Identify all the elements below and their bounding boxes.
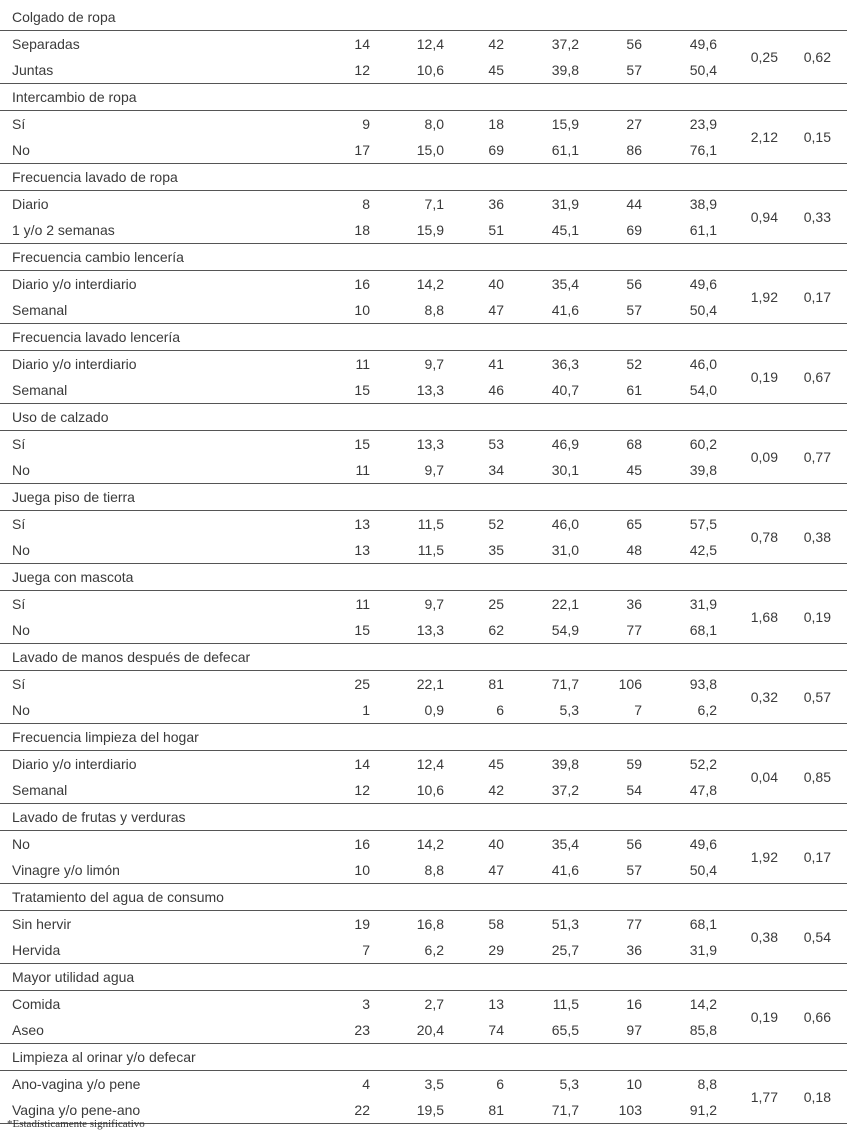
table-row <box>0 431 847 457</box>
p-value: 0,19 <box>803 609 831 625</box>
p-value: 0,54 <box>803 929 831 945</box>
group-body <box>0 511 847 564</box>
value-cell: 36 <box>626 942 642 958</box>
table-group <box>0 324 847 404</box>
value-cell: 9 <box>362 116 370 132</box>
group-title: Tratamiento del agua de consumo <box>0 884 847 911</box>
chi-square-value: 0,19 <box>750 1009 778 1025</box>
table-row <box>0 1071 847 1097</box>
row-label: Diario <box>12 196 49 212</box>
value-cell: 40,7 <box>551 382 579 398</box>
value-cell: 36 <box>626 596 642 612</box>
value-cell: 61,1 <box>551 142 579 158</box>
value-cell: 8,8 <box>424 862 444 878</box>
value-cell: 12,4 <box>416 36 444 52</box>
value-cell: 50,4 <box>689 62 717 78</box>
table-row <box>0 191 847 217</box>
chi-square-value: 0,32 <box>750 689 778 705</box>
value-cell: 57 <box>626 862 642 878</box>
value-cell: 52 <box>626 356 642 372</box>
value-cell: 68 <box>626 436 642 452</box>
chi-square-value: 0,38 <box>750 929 778 945</box>
table-group <box>0 4 847 84</box>
value-cell: 45 <box>488 62 504 78</box>
value-cell: 40 <box>488 276 504 292</box>
group-body <box>0 191 847 244</box>
value-cell: 12 <box>354 782 370 798</box>
value-cell: 49,6 <box>689 836 717 852</box>
row-label: Semanal <box>12 782 68 798</box>
value-cell: 46,0 <box>689 356 717 372</box>
value-cell: 59 <box>626 756 642 772</box>
table-group <box>0 84 847 164</box>
value-cell: 54 <box>626 782 642 798</box>
value-cell: 74 <box>488 1022 504 1038</box>
value-cell: 31,9 <box>689 596 717 612</box>
value-cell: 54,0 <box>689 382 717 398</box>
value-cell: 10,6 <box>416 782 444 798</box>
row-label: Sí <box>12 436 26 452</box>
chi-square-value: 1,77 <box>750 1089 778 1105</box>
value-cell: 93,8 <box>689 676 717 692</box>
value-cell: 57,5 <box>689 516 717 532</box>
value-cell: 7,1 <box>424 196 444 212</box>
row-label: Diario y/o interdiario <box>12 356 137 372</box>
value-cell: 12,4 <box>416 756 444 772</box>
value-cell: 50,4 <box>689 302 717 318</box>
row-label: Sin hervir <box>12 916 72 932</box>
value-cell: 31,9 <box>551 196 579 212</box>
chi-square-value: 0,09 <box>750 449 778 465</box>
table-row <box>0 937 847 963</box>
value-cell: 14,2 <box>689 996 717 1012</box>
value-cell: 22,1 <box>416 676 444 692</box>
group-body <box>0 351 847 404</box>
value-cell: 85,8 <box>689 1022 717 1038</box>
row-label: Diario y/o interdiario <box>12 756 137 772</box>
value-cell: 36 <box>488 196 504 212</box>
p-value: 0,17 <box>803 849 831 865</box>
value-cell: 9,7 <box>424 356 444 372</box>
value-cell: 0,9 <box>424 702 444 718</box>
value-cell: 3,5 <box>424 1076 444 1092</box>
row-label: Vagina y/o pene-ano <box>12 1102 141 1118</box>
table-group <box>0 164 847 244</box>
group-title: Mayor utilidad agua <box>0 964 847 991</box>
value-cell: 41 <box>488 356 504 372</box>
table-group <box>0 804 847 884</box>
value-cell: 76,1 <box>689 142 717 158</box>
value-cell: 9,7 <box>424 596 444 612</box>
value-cell: 46,0 <box>551 516 579 532</box>
p-value: 0,66 <box>803 1009 831 1025</box>
table-row <box>0 857 847 883</box>
table-row <box>0 271 847 297</box>
group-body <box>0 271 847 324</box>
value-cell: 7 <box>362 942 370 958</box>
value-cell: 41,6 <box>551 862 579 878</box>
value-cell: 62 <box>488 622 504 638</box>
value-cell: 47 <box>488 862 504 878</box>
group-body <box>0 31 847 84</box>
value-cell: 15 <box>354 382 370 398</box>
value-cell: 13,3 <box>416 382 444 398</box>
value-cell: 11 <box>355 596 370 612</box>
value-cell: 35,4 <box>551 836 579 852</box>
value-cell: 6 <box>496 702 504 718</box>
value-cell: 27 <box>626 116 642 132</box>
row-label: Sí <box>12 596 26 612</box>
group-body <box>0 831 847 884</box>
value-cell: 25 <box>488 596 504 612</box>
value-cell: 35 <box>488 542 504 558</box>
table-row <box>0 137 847 163</box>
table-row <box>0 911 847 937</box>
group-body <box>0 671 847 724</box>
value-cell: 12 <box>354 62 370 78</box>
value-cell: 103 <box>618 1102 642 1118</box>
value-cell: 56 <box>626 276 642 292</box>
value-cell: 57 <box>626 302 642 318</box>
row-label: Ano-vagina y/o pene <box>12 1076 141 1092</box>
value-cell: 58 <box>488 916 504 932</box>
table-row <box>0 831 847 857</box>
value-cell: 61,1 <box>689 222 717 238</box>
value-cell: 3 <box>362 996 370 1012</box>
value-cell: 8,8 <box>697 1076 717 1092</box>
value-cell: 52,2 <box>689 756 717 772</box>
value-cell: 13 <box>354 542 370 558</box>
value-cell: 10 <box>354 862 370 878</box>
value-cell: 10 <box>354 302 370 318</box>
row-label: No <box>12 462 30 478</box>
value-cell: 5,3 <box>559 1076 579 1092</box>
value-cell: 106 <box>618 676 642 692</box>
group-body <box>0 911 847 964</box>
row-label: Semanal <box>12 302 68 318</box>
value-cell: 11 <box>355 462 370 478</box>
value-cell: 15,9 <box>551 116 579 132</box>
value-cell: 35,4 <box>551 276 579 292</box>
table-row <box>0 537 847 563</box>
group-title: Juega con mascota <box>0 564 847 591</box>
table-row <box>0 377 847 403</box>
value-cell: 14 <box>354 36 370 52</box>
table-row <box>0 1017 847 1043</box>
value-cell: 11,5 <box>417 516 444 532</box>
table-row <box>0 591 847 617</box>
value-cell: 47 <box>488 302 504 318</box>
p-value: 0,18 <box>803 1089 831 1105</box>
table-row <box>0 751 847 777</box>
p-value: 0,15 <box>803 129 831 145</box>
value-cell: 53 <box>488 436 504 452</box>
value-cell: 15 <box>354 436 370 452</box>
group-body <box>0 991 847 1044</box>
row-label: No <box>12 142 30 158</box>
value-cell: 13 <box>354 516 370 532</box>
value-cell: 19 <box>354 916 370 932</box>
row-label: Sí <box>12 676 26 692</box>
value-cell: 77 <box>626 916 642 932</box>
table-group <box>0 644 847 724</box>
row-label: Comida <box>12 996 61 1012</box>
value-cell: 51 <box>488 222 504 238</box>
group-title: Colgado de ropa <box>0 4 847 31</box>
table-group <box>0 1044 847 1124</box>
row-label: Diario y/o interdiario <box>12 276 137 292</box>
value-cell: 46 <box>488 382 504 398</box>
value-cell: 16,8 <box>416 916 444 932</box>
value-cell: 7 <box>634 702 642 718</box>
value-cell: 45,1 <box>551 222 579 238</box>
table-row <box>0 217 847 243</box>
value-cell: 61 <box>626 382 642 398</box>
row-label: No <box>12 702 30 718</box>
value-cell: 25,7 <box>551 942 579 958</box>
value-cell: 29 <box>488 942 504 958</box>
value-cell: 39,8 <box>551 62 579 78</box>
value-cell: 56 <box>626 836 642 852</box>
value-cell: 45 <box>626 462 642 478</box>
value-cell: 49,6 <box>689 276 717 292</box>
value-cell: 10 <box>626 1076 642 1092</box>
value-cell: 71,7 <box>551 1102 579 1118</box>
chi-square-value: 1,68 <box>750 609 778 625</box>
table-group <box>0 884 847 964</box>
table-row <box>0 111 847 137</box>
group-title: Frecuencia lavado de ropa <box>0 164 847 191</box>
row-label: No <box>12 836 30 852</box>
value-cell: 25 <box>354 676 370 692</box>
group-body <box>0 591 847 644</box>
value-cell: 57 <box>626 62 642 78</box>
value-cell: 31,0 <box>551 542 579 558</box>
value-cell: 37,2 <box>551 782 579 798</box>
value-cell: 86 <box>626 142 642 158</box>
value-cell: 14,2 <box>416 276 444 292</box>
chi-square-value: 0,94 <box>750 209 778 225</box>
value-cell: 65,5 <box>551 1022 579 1038</box>
group-body <box>0 431 847 484</box>
row-label: No <box>12 542 30 558</box>
table-group <box>0 484 847 564</box>
value-cell: 71,7 <box>551 676 579 692</box>
value-cell: 15 <box>354 622 370 638</box>
group-title: Lavado de frutas y verduras <box>0 804 847 831</box>
value-cell: 42 <box>488 782 504 798</box>
value-cell: 68,1 <box>689 622 717 638</box>
value-cell: 15,0 <box>416 142 444 158</box>
value-cell: 16 <box>354 276 370 292</box>
value-cell: 11,5 <box>417 542 444 558</box>
chi-square-value: 2,12 <box>750 129 778 145</box>
value-cell: 8,0 <box>424 116 444 132</box>
p-value: 0,62 <box>803 49 831 65</box>
table-row <box>0 697 847 723</box>
value-cell: 36,3 <box>551 356 579 372</box>
table-group <box>0 724 847 804</box>
table-footnote: *Estadísticamente significativo <box>7 1118 145 1130</box>
value-cell: 10,6 <box>416 62 444 78</box>
chi-square-value: 1,92 <box>750 849 778 865</box>
value-cell: 8,8 <box>424 302 444 318</box>
value-cell: 39,8 <box>551 756 579 772</box>
table-row <box>0 991 847 1017</box>
value-cell: 16 <box>626 996 642 1012</box>
chi-square-value: 0,25 <box>750 49 778 65</box>
value-cell: 23,9 <box>689 116 717 132</box>
table-group <box>0 404 847 484</box>
p-value: 0,38 <box>803 529 831 545</box>
value-cell: 19,5 <box>416 1102 444 1118</box>
value-cell: 48 <box>626 542 642 558</box>
value-cell: 40 <box>488 836 504 852</box>
value-cell: 47,8 <box>689 782 717 798</box>
value-cell: 42,5 <box>689 542 717 558</box>
data-table <box>0 4 847 1124</box>
value-cell: 68,1 <box>689 916 717 932</box>
value-cell: 11 <box>355 356 370 372</box>
value-cell: 18 <box>488 116 504 132</box>
value-cell: 46,9 <box>551 436 579 452</box>
group-title: Lavado de manos después de defecar <box>0 644 847 671</box>
value-cell: 22,1 <box>551 596 579 612</box>
p-value: 0,17 <box>803 289 831 305</box>
p-value: 0,67 <box>803 369 831 385</box>
value-cell: 37,2 <box>551 36 579 52</box>
p-value: 0,77 <box>803 449 831 465</box>
table-row <box>0 57 847 83</box>
table-row <box>0 617 847 643</box>
value-cell: 13 <box>488 996 504 1012</box>
value-cell: 69 <box>488 142 504 158</box>
value-cell: 38,9 <box>689 196 717 212</box>
table-row <box>0 351 847 377</box>
value-cell: 51,3 <box>551 916 579 932</box>
value-cell: 54,9 <box>551 622 579 638</box>
group-body <box>0 111 847 164</box>
value-cell: 81 <box>488 676 504 692</box>
value-cell: 11,5 <box>552 996 579 1012</box>
p-value: 0,57 <box>803 689 831 705</box>
group-title: Uso de calzado <box>0 404 847 431</box>
value-cell: 4 <box>362 1076 370 1092</box>
row-label: 1 y/o 2 semanas <box>12 222 115 238</box>
group-title: Frecuencia lavado lencería <box>0 324 847 351</box>
value-cell: 49,6 <box>689 36 717 52</box>
p-value: 0,33 <box>803 209 831 225</box>
value-cell: 56 <box>626 36 642 52</box>
value-cell: 60,2 <box>689 436 717 452</box>
table-row <box>0 511 847 537</box>
value-cell: 50,4 <box>689 862 717 878</box>
table-group <box>0 964 847 1044</box>
value-cell: 91,2 <box>689 1102 717 1118</box>
group-title: Juega piso de tierra <box>0 484 847 511</box>
table-row <box>0 671 847 697</box>
p-value: 0,85 <box>803 769 831 785</box>
row-label: Separadas <box>12 36 80 52</box>
group-body <box>0 1071 847 1124</box>
value-cell: 39,8 <box>689 462 717 478</box>
row-label: Aseo <box>12 1022 44 1038</box>
value-cell: 30,1 <box>551 462 579 478</box>
chi-square-value: 1,92 <box>750 289 778 305</box>
value-cell: 13,3 <box>416 622 444 638</box>
value-cell: 5,3 <box>559 702 579 718</box>
value-cell: 16 <box>354 836 370 852</box>
table-row <box>0 457 847 483</box>
row-label: Vinagre y/o limón <box>12 862 120 878</box>
group-title: Intercambio de ropa <box>0 84 847 111</box>
value-cell: 22 <box>354 1102 370 1118</box>
value-cell: 20,4 <box>416 1022 444 1038</box>
value-cell: 65 <box>626 516 642 532</box>
row-label: Semanal <box>12 382 68 398</box>
value-cell: 81 <box>488 1102 504 1118</box>
table-row <box>0 31 847 57</box>
value-cell: 77 <box>626 622 642 638</box>
group-body <box>0 751 847 804</box>
value-cell: 69 <box>626 222 642 238</box>
value-cell: 34 <box>488 462 504 478</box>
value-cell: 6 <box>496 1076 504 1092</box>
value-cell: 45 <box>488 756 504 772</box>
value-cell: 17 <box>354 142 370 158</box>
value-cell: 18 <box>354 222 370 238</box>
value-cell: 2,7 <box>424 996 444 1012</box>
value-cell: 23 <box>354 1022 370 1038</box>
value-cell: 14 <box>354 756 370 772</box>
row-label: Juntas <box>12 62 54 78</box>
value-cell: 6,2 <box>697 702 717 718</box>
row-label: No <box>12 622 30 638</box>
table-row <box>0 777 847 803</box>
value-cell: 97 <box>626 1022 642 1038</box>
row-label: Hervida <box>12 942 61 958</box>
value-cell: 9,7 <box>424 462 444 478</box>
chi-square-value: 0,04 <box>750 769 778 785</box>
value-cell: 42 <box>488 36 504 52</box>
table-group <box>0 564 847 644</box>
group-title: Frecuencia cambio lencería <box>0 244 847 271</box>
group-title: Frecuencia limpieza del hogar <box>0 724 847 751</box>
value-cell: 31,9 <box>689 942 717 958</box>
value-cell: 1 <box>362 702 370 718</box>
value-cell: 13,3 <box>416 436 444 452</box>
value-cell: 8 <box>362 196 370 212</box>
chi-square-value: 0,19 <box>750 369 778 385</box>
chi-square-value: 0,78 <box>750 529 778 545</box>
group-title: Limpieza al orinar y/o defecar <box>0 1044 847 1071</box>
value-cell: 14,2 <box>416 836 444 852</box>
value-cell: 6,2 <box>424 942 444 958</box>
value-cell: 41,6 <box>551 302 579 318</box>
value-cell: 15,9 <box>416 222 444 238</box>
row-label: Sí <box>12 116 26 132</box>
value-cell: 52 <box>488 516 504 532</box>
table-group <box>0 244 847 324</box>
table-row <box>0 297 847 323</box>
value-cell: 44 <box>626 196 642 212</box>
row-label: Sí <box>12 516 26 532</box>
